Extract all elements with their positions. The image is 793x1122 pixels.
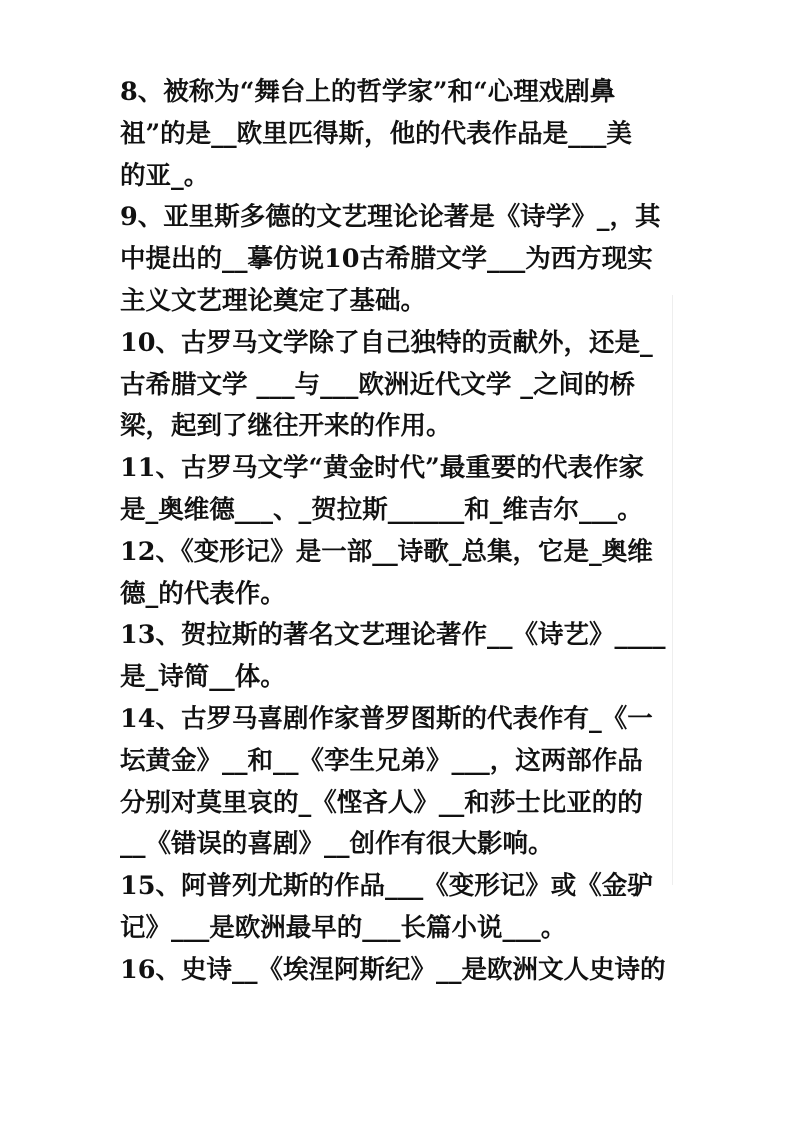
text-line: 是_奥维德___、_贺拉斯______和_维吉尔___。 (120, 494, 643, 525)
text-line: 记》___是欧洲最早的___长篇小说___。 (120, 912, 567, 943)
text-line: 德_的代表作。 (120, 578, 286, 609)
text-line: 的亚_。 (120, 160, 210, 191)
text-line: 15、阿普列尤斯的作品___《变形记》或《金驴 (120, 871, 653, 902)
text-line: 坛黄金》__和__《孪生兄弟》___，这两部作品 (120, 745, 643, 776)
document-body (120, 72, 675, 992)
text-line: 11、古罗马文学“黄金时代”最重要的代表作家 (120, 453, 644, 484)
text-line: 是_诗简__体。 (120, 662, 286, 693)
text-line: 8、被称为“舞台上的哲学家”和“心理戏剧鼻 (120, 77, 616, 107)
text-line: 14、古罗马喜剧作家普罗图斯的代表作有_《一 (120, 703, 653, 734)
text-line: 古希腊文学 ___与___欧洲近代文学 _之间的桥 (120, 369, 636, 400)
text-line: 16、史诗__《埃涅阿斯纪》__是欧洲文人史诗的 (120, 954, 666, 985)
text-line: 祖”的是__欧里匹得斯，他的代表作品是___美 (120, 118, 632, 149)
text-line: 中提出的__摹仿说10古希腊文学___为西方现实 (120, 244, 653, 275)
text-line: 10、古罗马文学除了自己独特的贡献外，还是_ (120, 327, 653, 358)
text-line: 梁，起到了继往开来的作用。 (120, 411, 452, 442)
text-line: 13、贺拉斯的著名文艺理论著作__《诗艺》____ (120, 620, 666, 651)
text-line: 12、《变形记》是一部__诗歌_总集，它是_奥维 (120, 536, 653, 567)
text-line: 9、亚里斯多德的文艺理论论著是《诗学》_，其 (120, 202, 661, 233)
text-line: 分别对莫里哀的_《悭吝人》__和莎士比亚的的 (120, 787, 643, 818)
text-line: 主义文艺理论奠定了基础。 (120, 285, 427, 316)
text-line: __《错误的喜剧》__创作有很大影响。 (120, 829, 554, 860)
